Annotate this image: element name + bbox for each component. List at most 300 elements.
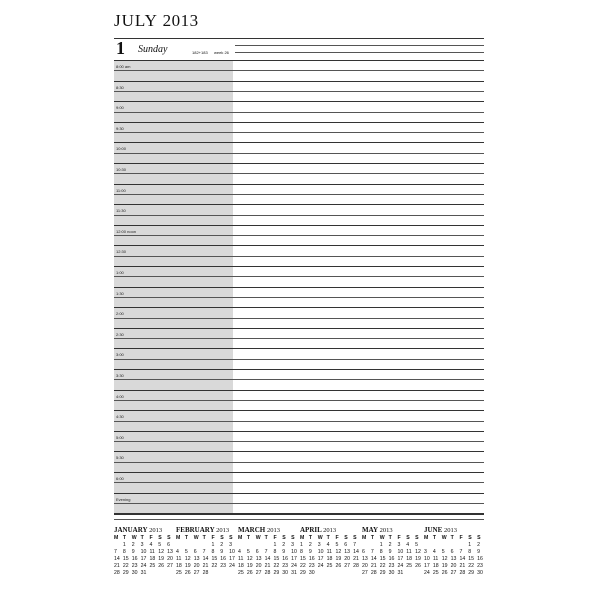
calendar-day: 4 bbox=[326, 542, 330, 548]
calendar-day: 20 bbox=[450, 563, 457, 569]
calendar-day: 28 bbox=[202, 570, 209, 576]
calendar-day: 9 bbox=[308, 549, 312, 555]
calendar-day: 4 bbox=[238, 549, 241, 555]
calendar-day: 23 bbox=[477, 563, 483, 569]
calendar-day: 16 bbox=[131, 556, 138, 562]
weekday-header: F bbox=[211, 535, 215, 541]
weekday-header: W bbox=[441, 535, 447, 541]
calendar-day: 1 bbox=[211, 542, 215, 548]
month-label: MARCH bbox=[238, 526, 267, 534]
ruled-line bbox=[114, 101, 484, 102]
calendar-day: 28 bbox=[370, 570, 377, 576]
calendar-day bbox=[327, 570, 336, 577]
calendar-day: 18 bbox=[432, 563, 439, 569]
calendar-day: 12 bbox=[158, 549, 165, 555]
year-label: 2013 bbox=[149, 527, 163, 534]
weekday-header: T bbox=[264, 535, 268, 541]
calendar-day: 25 bbox=[238, 570, 244, 576]
time-label: 9:00 bbox=[116, 105, 124, 110]
calendar-day: 7 bbox=[202, 549, 206, 555]
calendar-day: 12 bbox=[335, 549, 342, 555]
calendar-day: 31 bbox=[397, 570, 404, 576]
weekday-header: W bbox=[379, 535, 385, 541]
ruled-line bbox=[114, 328, 484, 329]
ruled-line bbox=[114, 287, 484, 288]
calendar-day bbox=[220, 570, 229, 577]
ruled-line bbox=[114, 70, 484, 71]
ruled-line bbox=[114, 163, 484, 164]
calendar-day: 1 bbox=[468, 542, 472, 548]
month-label: JANUARY bbox=[114, 526, 150, 534]
calendar-day: 18 bbox=[238, 563, 244, 569]
title-month: JULY bbox=[114, 11, 158, 30]
calendar-day bbox=[185, 542, 194, 549]
weekday-header: T bbox=[326, 535, 330, 541]
calendar-day: 25 bbox=[176, 570, 182, 576]
calendar-day: 23 bbox=[388, 563, 395, 569]
calendar-month-name bbox=[424, 526, 486, 534]
mini-calendar-february bbox=[176, 526, 238, 577]
calendar-day: 6 bbox=[344, 542, 348, 548]
calendar-day: 8 bbox=[273, 549, 277, 555]
calendar-day bbox=[229, 570, 238, 577]
calendar-day bbox=[353, 570, 362, 577]
calendar-week-row bbox=[300, 570, 362, 577]
calendar-day: 4 bbox=[149, 542, 153, 548]
calendar-day: 18 bbox=[149, 556, 156, 562]
weekday-header: S bbox=[415, 535, 419, 541]
time-label: 5:30 bbox=[116, 455, 124, 460]
calendar-week-row bbox=[362, 556, 424, 563]
calendar-week-row bbox=[176, 570, 238, 577]
calendar-day: 5 bbox=[335, 542, 339, 548]
time-label: 5:00 bbox=[116, 435, 124, 440]
calendar-day: 3 bbox=[397, 542, 401, 548]
calendar-day: 24 bbox=[291, 563, 297, 569]
ruled-line bbox=[114, 215, 484, 216]
calendar-day: 24 bbox=[397, 563, 404, 569]
calendar-week-row bbox=[424, 549, 486, 556]
calendar-day bbox=[203, 542, 212, 549]
calendar-day: 13 bbox=[167, 549, 173, 555]
weekday-header: W bbox=[131, 535, 137, 541]
calendar-day: 10 bbox=[229, 549, 235, 555]
calendar-day: 5 bbox=[415, 542, 419, 548]
calendar-day: 28 bbox=[114, 570, 120, 576]
weekday-header: M bbox=[424, 535, 429, 541]
calendar-day: 7 bbox=[459, 549, 463, 555]
calendar-day: 20 bbox=[255, 563, 262, 569]
ruled-line bbox=[114, 204, 484, 205]
calendar-day: 21 bbox=[459, 563, 466, 569]
calendar-day: 3 bbox=[291, 542, 295, 548]
mini-calendar-march bbox=[238, 526, 300, 577]
calendar-day: 18 bbox=[326, 556, 333, 562]
day-number: 1 bbox=[116, 38, 125, 58]
time-label: 11:00 bbox=[116, 188, 126, 193]
calendar-month-name bbox=[176, 526, 238, 534]
weekday-header: S bbox=[344, 535, 348, 541]
weekday-header: T bbox=[202, 535, 206, 541]
calendar-day: 5 bbox=[246, 549, 250, 555]
calendar-day: 8 bbox=[468, 549, 472, 555]
calendar-day: 27 bbox=[255, 570, 262, 576]
calendar-day: 2 bbox=[308, 542, 312, 548]
ruled-line bbox=[114, 348, 484, 349]
ruled-line bbox=[114, 369, 484, 370]
calendar-day: 13 bbox=[193, 556, 200, 562]
calendar-day: 13 bbox=[344, 549, 351, 555]
calendar-day: 20 bbox=[167, 556, 173, 562]
weekday-header: T bbox=[388, 535, 392, 541]
calendar-day: 6 bbox=[193, 549, 197, 555]
calendar-day: 16 bbox=[308, 556, 315, 562]
time-label: 10:30 bbox=[116, 167, 127, 172]
calendar-day: 26 bbox=[335, 563, 342, 569]
calendar-day: 1 bbox=[300, 542, 303, 548]
calendar-week-row bbox=[300, 542, 362, 549]
calendar-day: 19 bbox=[158, 556, 165, 562]
ruled-line bbox=[114, 441, 484, 442]
calendar-day: 6 bbox=[362, 549, 365, 555]
calendar-day: 24 bbox=[140, 563, 147, 569]
calendar-day: 5 bbox=[441, 549, 445, 555]
calendar-day bbox=[194, 542, 203, 549]
calendar-day: 10 bbox=[424, 556, 430, 562]
calendar-day: 1 bbox=[122, 542, 126, 548]
calendar-day: 9 bbox=[477, 549, 481, 555]
ruled-line bbox=[114, 297, 484, 298]
calendar-day: 26 bbox=[246, 570, 253, 576]
calendar-week-row bbox=[176, 556, 238, 563]
calendar-day: 17 bbox=[291, 556, 297, 562]
calendar-day: 24 bbox=[424, 570, 430, 576]
calendar-week-row bbox=[176, 542, 238, 549]
calendar-day bbox=[371, 542, 380, 549]
calendar-day bbox=[238, 542, 247, 549]
calendar-day: 21 bbox=[202, 563, 209, 569]
time-label: 6:00 bbox=[116, 476, 124, 481]
calendar-week-row bbox=[238, 556, 300, 563]
ruled-line bbox=[114, 482, 484, 483]
weekday-header: T bbox=[184, 535, 189, 541]
calendar-day: 3 bbox=[424, 549, 427, 555]
calendar-day: 17 bbox=[317, 556, 324, 562]
calendar-day: 22 bbox=[211, 563, 218, 569]
calendar-day: 7 bbox=[114, 549, 117, 555]
calendar-day bbox=[149, 570, 158, 577]
calendar-day: 5 bbox=[158, 542, 162, 548]
ruled-line bbox=[114, 112, 484, 113]
calendar-day: 21 bbox=[114, 563, 120, 569]
ruled-line bbox=[114, 194, 484, 195]
calendar-day: 28 bbox=[264, 570, 271, 576]
calendar-day: 11 bbox=[326, 549, 332, 555]
calendar-day: 21 bbox=[370, 563, 377, 569]
calendar-week-row bbox=[362, 563, 424, 570]
calendar-day: 29 bbox=[379, 570, 386, 576]
calendar-day: 23 bbox=[308, 563, 315, 569]
calendar-day: 14 bbox=[459, 556, 466, 562]
calendar-day: 20 bbox=[193, 563, 200, 569]
calendar-day: 8 bbox=[122, 549, 126, 555]
calendar-day: 26 bbox=[184, 570, 191, 576]
time-label: 2:30 bbox=[116, 332, 124, 337]
calendar-day: 2 bbox=[220, 542, 224, 548]
time-label: 10:00 bbox=[116, 146, 127, 151]
calendar-day: 12 bbox=[246, 556, 253, 562]
ruled-line bbox=[114, 514, 484, 515]
calendar-day: 25 bbox=[149, 563, 156, 569]
calendar-day: 19 bbox=[415, 556, 421, 562]
weekday-header: S bbox=[468, 535, 472, 541]
time-label: 4:30 bbox=[116, 414, 124, 419]
calendar-day: 16 bbox=[282, 556, 289, 562]
ruled-line bbox=[114, 153, 484, 154]
calendar-day: 20 bbox=[362, 563, 368, 569]
calendar-day: 9 bbox=[131, 549, 135, 555]
month-label: APRIL bbox=[300, 526, 324, 534]
ruled-line bbox=[114, 81, 484, 82]
calendar-day: 29 bbox=[300, 570, 306, 576]
calendar-week-row bbox=[362, 570, 424, 577]
calendar-day: 6 bbox=[255, 549, 259, 555]
calendar-week-row bbox=[114, 542, 176, 549]
weekday-header: S bbox=[477, 535, 481, 541]
ruled-line bbox=[114, 266, 484, 267]
calendar-day: 19 bbox=[335, 556, 342, 562]
calendar-day: 16 bbox=[220, 556, 227, 562]
calendar-day: 7 bbox=[370, 549, 374, 555]
calendar-week-row bbox=[238, 549, 300, 556]
calendar-day: 1 bbox=[379, 542, 383, 548]
weekday-header: M bbox=[300, 535, 305, 541]
calendar-day: 22 bbox=[300, 563, 306, 569]
calendar-day: 19 bbox=[441, 563, 448, 569]
ruled-line bbox=[114, 390, 484, 391]
weekday-header: T bbox=[450, 535, 454, 541]
calendar-day: 2 bbox=[388, 542, 392, 548]
calendar-week-row bbox=[362, 549, 424, 556]
calendar-day: 12 bbox=[441, 556, 448, 562]
ruled-line bbox=[114, 245, 484, 246]
ruled-line bbox=[114, 235, 484, 236]
ruled-line bbox=[114, 359, 484, 360]
calendar-day: 3 bbox=[140, 542, 144, 548]
calendar-day: 29 bbox=[122, 570, 129, 576]
calendar-week-row bbox=[176, 563, 238, 570]
calendar-day bbox=[318, 570, 327, 577]
weekday-header: T bbox=[370, 535, 375, 541]
calendar-day bbox=[406, 570, 415, 577]
weekday-header: W bbox=[255, 535, 261, 541]
calendar-day: 27 bbox=[450, 570, 457, 576]
year-label: 2013 bbox=[323, 527, 337, 534]
calendar-day: 4 bbox=[432, 549, 436, 555]
calendar-day bbox=[265, 542, 274, 549]
weekday-header: S bbox=[291, 535, 295, 541]
calendar-day: 10 bbox=[140, 549, 147, 555]
calendar-day: 13 bbox=[362, 556, 368, 562]
calendar-day: 3 bbox=[229, 542, 233, 548]
calendar-week-row bbox=[424, 570, 486, 577]
ruled-line bbox=[114, 431, 484, 432]
calendar-day: 31 bbox=[140, 570, 147, 576]
calendar-day: 26 bbox=[158, 563, 165, 569]
calendar-week-row bbox=[114, 556, 176, 563]
calendar-day bbox=[344, 570, 353, 577]
calendar-day: 17 bbox=[140, 556, 147, 562]
calendar-day bbox=[459, 542, 468, 549]
calendar-day: 19 bbox=[184, 563, 191, 569]
year-label: 2013 bbox=[216, 527, 230, 534]
calendar-day: 9 bbox=[282, 549, 286, 555]
year-label: 2013 bbox=[379, 527, 393, 534]
calendar-day: 8 bbox=[300, 549, 303, 555]
calendar-day: 15 bbox=[468, 556, 475, 562]
week-number: week 26 bbox=[214, 50, 229, 55]
calendar-day: 17 bbox=[424, 563, 430, 569]
weekday-header: S bbox=[167, 535, 171, 541]
calendar-day: 28 bbox=[353, 563, 359, 569]
ruled-line bbox=[114, 451, 484, 452]
weekday-header: F bbox=[273, 535, 277, 541]
calendar-week-row bbox=[114, 563, 176, 570]
day-count: 182+183 bbox=[192, 50, 208, 55]
weekday-header: M bbox=[362, 535, 367, 541]
calendar-week-row bbox=[424, 542, 486, 549]
calendar-day bbox=[415, 570, 424, 577]
calendar-day: 9 bbox=[388, 549, 392, 555]
calendar-day: 30 bbox=[308, 570, 315, 576]
weekday-header: M bbox=[176, 535, 181, 541]
calendar-day: 26 bbox=[441, 570, 448, 576]
calendar-day: 16 bbox=[388, 556, 395, 562]
calendar-day: 23 bbox=[220, 563, 227, 569]
calendar-day: 27 bbox=[167, 563, 173, 569]
calendar-day: 29 bbox=[273, 570, 280, 576]
ruled-line bbox=[114, 472, 484, 473]
calendar-month-name bbox=[238, 526, 300, 534]
calendar-day: 14 bbox=[370, 556, 377, 562]
ruled-line bbox=[114, 276, 484, 277]
year-label: 2013 bbox=[444, 527, 458, 534]
calendar-day: 4 bbox=[406, 542, 410, 548]
time-label: 2:00 bbox=[116, 311, 124, 316]
calendar-day: 26 bbox=[415, 563, 421, 569]
time-label: 3:00 bbox=[116, 352, 124, 357]
calendar-day: 14 bbox=[264, 556, 271, 562]
calendar-day: 2 bbox=[477, 542, 481, 548]
mini-calendar-april bbox=[300, 526, 362, 577]
calendar-day: 27 bbox=[344, 563, 351, 569]
calendar-day: 25 bbox=[432, 570, 439, 576]
mini-calendars bbox=[114, 526, 494, 586]
calendar-day: 30 bbox=[131, 570, 138, 576]
calendar-day: 22 bbox=[468, 563, 475, 569]
calendar-day: 30 bbox=[477, 570, 483, 576]
calendar-day bbox=[247, 542, 256, 549]
weekday-header: S bbox=[229, 535, 233, 541]
calendar-day: 13 bbox=[255, 556, 262, 562]
calendar-month-name bbox=[114, 526, 176, 534]
ruled-line bbox=[114, 173, 484, 174]
calendar-day: 19 bbox=[246, 563, 253, 569]
time-label: 8:00 am bbox=[116, 64, 131, 69]
ruled-line bbox=[114, 132, 484, 133]
calendar-day: 30 bbox=[388, 570, 395, 576]
weekday-header: S bbox=[282, 535, 286, 541]
weekday-header: T bbox=[122, 535, 127, 541]
weekday-header: M bbox=[238, 535, 243, 541]
calendar-day: 24 bbox=[317, 563, 324, 569]
calendar-day: 11 bbox=[432, 556, 439, 562]
month-label: FEBRUARY bbox=[176, 526, 217, 534]
calendar-day: 2 bbox=[131, 542, 135, 548]
calendar-day: 18 bbox=[176, 563, 182, 569]
calendar-day bbox=[176, 542, 185, 549]
ruled-line bbox=[114, 184, 484, 185]
calendar-day: 30 bbox=[282, 570, 289, 576]
calendar-day: 21 bbox=[353, 556, 359, 562]
calendar-day: 27 bbox=[193, 570, 200, 576]
weekday-header: T bbox=[308, 535, 313, 541]
time-label: 3:30 bbox=[116, 373, 124, 378]
calendar-day: 11 bbox=[176, 556, 182, 562]
weekday-header: T bbox=[140, 535, 144, 541]
ruled-line bbox=[114, 256, 484, 257]
time-label: 4:00 bbox=[116, 394, 124, 399]
calendar-day: 28 bbox=[459, 570, 466, 576]
calendar-day bbox=[362, 542, 371, 549]
calendar-day: 6 bbox=[167, 542, 171, 548]
calendar-day: 16 bbox=[477, 556, 483, 562]
ruled-line bbox=[114, 519, 484, 520]
month-label: JUNE bbox=[424, 526, 445, 534]
calendar-week-row bbox=[424, 563, 486, 570]
calendar-day: 29 bbox=[468, 570, 475, 576]
calendar-week-row bbox=[114, 570, 176, 577]
day-name: Sunday bbox=[138, 44, 168, 55]
ruled-line bbox=[114, 400, 484, 401]
calendar-day: 8 bbox=[211, 549, 215, 555]
calendar-day bbox=[211, 570, 220, 577]
year-label: 2013 bbox=[266, 527, 280, 534]
calendar-month-name bbox=[300, 526, 362, 534]
weekday-header: T bbox=[432, 535, 437, 541]
calendar-day: 17 bbox=[397, 556, 404, 562]
weekday-header: F bbox=[149, 535, 153, 541]
calendar-day bbox=[256, 542, 265, 549]
calendar-week-row bbox=[300, 556, 362, 563]
calendar-day: 6 bbox=[450, 549, 454, 555]
calendar-day: 12 bbox=[415, 549, 421, 555]
calendar-day: 2 bbox=[282, 542, 286, 548]
calendar-week-row bbox=[114, 549, 176, 556]
time-label: 12:00 noon bbox=[116, 229, 137, 234]
calendar-day: 22 bbox=[122, 563, 129, 569]
calendar-day bbox=[114, 542, 123, 549]
day-header bbox=[114, 38, 484, 60]
weekday-header: F bbox=[459, 535, 463, 541]
weekday-header: S bbox=[158, 535, 162, 541]
ruled-line bbox=[114, 379, 484, 380]
calendar-day bbox=[167, 570, 176, 577]
calendar-day: 27 bbox=[362, 570, 368, 576]
weekday-header: S bbox=[220, 535, 224, 541]
ruled-line bbox=[114, 421, 484, 422]
ruled-line bbox=[114, 122, 484, 123]
